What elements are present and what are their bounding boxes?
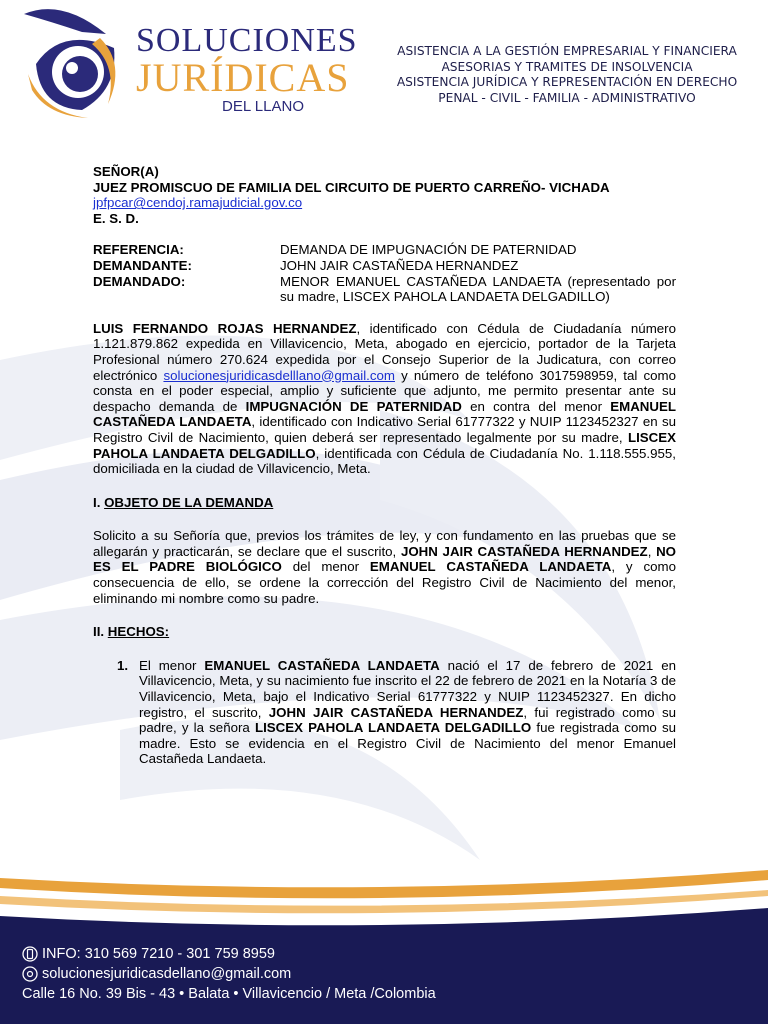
hechos-bold: LISCEX PAHOLA LANDAETA DELGADILLO [254,720,532,736]
addressee-judge: JUEZ PROMISCUO DE FAMILIA DEL CIRCUITO DE PUERTO CARREÑO- VICHADA [93,179,610,195]
hechos-text: nació el 17 de febrero de 2021 en Villavicencio, Meta, y su nacimiento fue inscrito el 22 de febrero de 2021 en la Notaría 3 de Villavicencio, Meta, bajo el Indicativo Serial 61777322 y NUIP 1123452327. En dicho registro, el suscrito, [139,657,677,720]
intro-text: , identificado con Indicativo Serial 61777322 y NUIP 1123452327 en su Registro Civil de Nacimiento, quien deberá ser representado legalmente por su madre, [93,414,676,445]
intro-text: en contra del menor [461,398,611,414]
footer-address-row [22,984,436,1004]
brand-name [136,24,358,116]
objeto-text: , y como consecuencia de ello, se ordene la corrección del Registro Civil de Nacimiento del menor, eliminando mi nombre como su padre. [93,559,676,606]
services-list [382,44,752,106]
lawyer-name: LUIS FERNANDO ROJAS HERNANDEZ [93,320,357,336]
footer-contact [22,944,436,1004]
objeto-bold: JOHN JAIR CASTAÑEDA HERNANDEZ [400,543,648,559]
brand-line-soluciones: SOLUCIONES [136,22,358,59]
reference-row [93,242,676,258]
phone-icon [22,946,38,962]
section-objeto-heading [93,495,676,511]
hechos-text: , fui registrado como su padre, y la señora [139,704,676,736]
intro-paragraph [93,321,676,477]
footer-address: Calle 16 No. 39 Bis - 43 • Balata • Villavicencio / Meta /Colombia [22,986,436,1002]
intro-bold: IMPUGNACIÓN DE PATERNIDAD [245,398,462,414]
section-title: OBJETO DE LA DEMANDA [104,494,274,510]
addressee-title: SEÑOR(A) [93,164,159,179]
defendant-value: MENOR EMANUEL CASTAÑEDA LANDAETA (representado por su madre, LISCEX PAHOLA LANDAETA DELGADILLO) [280,273,676,305]
plaintiff-row [93,258,676,274]
hechos-text: fue registrada como su madre. Esto se evidencia en el Registro Civil de Nacimiento del menor Emanuel Castañeda Landaeta. [139,720,677,767]
section-prefix: I. [93,494,105,510]
reference-label: REFERENCIA: [93,242,184,258]
objeto-text: Solicito a su Señoría que, previos los trámites de ley, y con fundamento en las pruebas que se allegarán y practicarán, se declare que el suscrito, [93,528,676,559]
intro-text: , identificada con Cédula de Ciudadanía No. 1.118.555.955, domiciliada en la ciudad de Villavicencio, Meta. [93,445,677,477]
service-line: ASESORIAS Y TRAMITES DE INSOLVENCIA [441,59,693,74]
letter-body [93,164,676,767]
objeto-paragraph [93,528,676,606]
footer-email[interactable]: solucionesjuridicasdellano@gmail.com [42,966,292,982]
intro-text: y número de teléfono 3017598959, tal como consta en el poder especial, amplio y suficiente que adjunto, me permito presentar ante su despacho demanda de [93,367,677,414]
section-prefix: II. [93,624,108,640]
hechos-item-text [139,658,676,767]
plaintiff-value: JOHN JAIR CASTAÑEDA HERNANDEZ [280,257,519,273]
objeto-text: , [647,543,657,559]
section-hechos-heading [93,624,676,640]
eye-logo-icon [22,4,132,124]
hechos-item-number: 1. [117,657,129,673]
intro-text: , identificado con Cédula de Ciudadanía número 1.121.879.862 expedida en Villavicencio, Meta, abogado en ejercicio, portador de la Tarjeta Profesional número 270.624 expedida por el Consejo Superior de la Judicatura, con correo electrónico [93,320,676,383]
footer-info-row [22,944,436,964]
court-email-link[interactable]: jpfpcar@cendoj.ramajudicial.gov.co [93,195,303,211]
lawyer-email-link[interactable]: solucionesjuridicasdelllano@gmail.com [163,367,395,383]
hechos-bold: EMANUEL CASTAÑEDA LANDAETA [204,657,440,673]
footer-info: INFO: 310 569 7210 - 301 759 8959 [42,946,275,962]
brand-line-del-llano: DEL LLANO [222,98,304,115]
section-title: HECHOS: [107,624,170,640]
defendant-label: DEMANDADO: [93,273,186,289]
mail-icon [22,966,38,982]
hechos-text: El menor [139,657,205,673]
objeto-bold: NO ES EL PADRE BIOLÓGICO [93,543,677,575]
brand-line-juridicas: JURÍDICAS [136,55,350,100]
plaintiff-label: DEMANDANTE: [93,257,192,273]
objeto-text: del menor [281,559,370,575]
hechos-item [117,658,676,767]
objeto-bold: EMANUEL CASTAÑEDA LANDAETA [369,559,612,575]
footer-email-row [22,964,436,984]
service-line: ASISTENCIA A LA GESTIÓN EMPRESARIAL Y FINANCIERA [397,44,737,58]
intro-bold: EMANUEL CASTAÑEDA LANDAETA [93,398,676,430]
intro-bold: LISCEX PAHOLA LANDAETA DELGADILLO [93,429,676,461]
service-line: PENAL - CIVIL - FAMILIA - ADMINISTRATIVO [438,90,696,105]
service-line: ASISTENCIA JURÍDICA Y REPRESENTACIÓN EN DERECHO [396,75,738,89]
defendant-row [93,274,676,305]
esd-line: E. S. D. [93,210,139,226]
reference-value: DEMANDA DE IMPUGNACIÓN DE PATERNIDAD [280,242,577,258]
hechos-bold: JOHN JAIR CASTAÑEDA HERNANDEZ [268,704,524,720]
